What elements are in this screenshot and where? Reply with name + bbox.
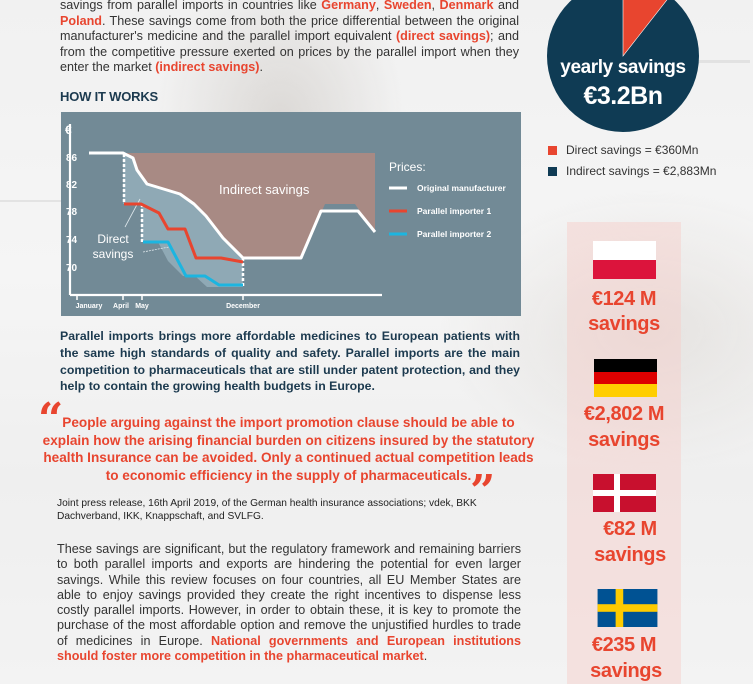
y-tick-label: 82 <box>66 180 78 191</box>
quote-open-mark: “ <box>38 394 64 445</box>
country-savings-label: savings <box>588 429 660 451</box>
text-run: , <box>431 0 440 12</box>
highlighted-text: National governments and European institutions should foster more competition in the pharmaceutical market <box>57 633 521 664</box>
text-run: These savings are significant, but the regulatory framework and remaining barriers to both parallel imports and exports are hindering the potential for even larger savings. While this review focuses on four countries, all EU Member States are able to enjoy savings provided they create the right incentives to dispense less costly parallel imports. However, in order to obtain these, it is key to promote the purchase of the most affordable option and remove the unjustified hurdles to trade of medicines in Europe. <box>57 542 521 648</box>
indirect-savings-label: Indirect savings <box>219 182 310 197</box>
legend-label: Direct savings = €360Mn <box>566 143 699 157</box>
closing-paragraph <box>57 542 521 664</box>
country-savings-label: savings <box>590 660 662 682</box>
y-tick-label: 78 <box>66 207 78 218</box>
legend-direct-savings <box>548 143 698 157</box>
highlighted-text: Sweden <box>383 0 432 12</box>
text-run: ; and from the competitive pressure exerted on prices by the parallel import when they enter the market <box>60 29 519 75</box>
flag-germany-icon <box>594 359 657 397</box>
chart-legend <box>389 183 506 239</box>
legend-entry: Parallel importer 2 <box>417 229 492 239</box>
legend-entry: Parallel importer 1 <box>417 206 492 216</box>
country-amount-sweden: €235 M <box>591 634 657 656</box>
x-tick-label: December <box>226 303 260 310</box>
highlighted-text: Denmark <box>439 0 494 12</box>
legend-entry: Original manufacturer <box>417 183 506 193</box>
y-tick-label: 74 <box>66 235 78 246</box>
legend-title: Prices: <box>389 160 426 174</box>
country-amount-germany: €2,802 M <box>583 403 665 425</box>
text-run: . <box>259 60 263 75</box>
x-tick-label: January <box>75 303 103 310</box>
highlighted-text: (direct savings) <box>395 29 491 44</box>
flag-poland-icon <box>593 241 656 279</box>
quote-source: Joint press release, 16th April 2019, of the German health insurance associations; vdek, BKK Dachverband, IKK, Knappschaft, and SVLFG. <box>57 498 477 523</box>
legend-swatch-indirect <box>548 167 557 176</box>
country-savings-label: savings <box>588 313 660 335</box>
country-amount-poland: €124 M <box>591 288 657 310</box>
text-run: and <box>493 0 519 12</box>
direct-savings-label: Direct <box>97 232 129 246</box>
legend-swatch-direct <box>548 146 557 155</box>
background-decor <box>690 60 750 63</box>
text-run: savings from parallel imports in countries like <box>60 0 322 12</box>
price-chart <box>61 112 521 316</box>
quote-close-mark: ” <box>470 466 496 517</box>
country-savings-label: savings <box>594 544 666 566</box>
y-axis-ticks <box>66 153 78 274</box>
section-title-how-it-works: HOW IT WORKS <box>60 89 158 104</box>
price-chart-svg <box>61 112 521 316</box>
highlighted-text: Poland <box>60 13 102 28</box>
x-axis-ticks <box>76 303 261 310</box>
highlighted-text: (indirect savings) <box>155 60 260 75</box>
x-tick-label: April <box>113 303 129 310</box>
text-run: . These savings come from both the price differential between the original manufacturer's medicine and the parallel import equivalent <box>60 13 519 44</box>
y-axis-label: € <box>65 123 72 137</box>
pie-label: yearly savings <box>560 57 686 78</box>
x-tick-label: May <box>135 303 149 310</box>
quote-text: People arguing against the import promotion clause should be able to explain how the arising financial burden on citizens insured by the statutory health Insurance can be avoided. Only a continued actual competition leads to economic efficiency in the supply of pharmaceuticals. <box>42 415 535 483</box>
highlighted-text: Germany <box>321 0 376 12</box>
pie-total: €3.2Bn <box>583 82 663 110</box>
lead-paragraph: Parallel imports brings more affordable medicines to European patients with the same high standards of quality and safety. Parallel imports are the main competition to pharmaceuticals that are still under patent protection, and they help to contain the growing health budgets in Europe. <box>60 329 520 394</box>
text-run: . <box>423 649 428 664</box>
legend-indirect-savings <box>548 164 716 178</box>
y-tick-label: 70 <box>66 263 78 274</box>
y-tick-label: 86 <box>66 153 78 164</box>
intro-paragraph <box>60 0 519 76</box>
legend-label: Indirect savings = €2,883Mn <box>566 164 717 178</box>
direct-savings-label: savings <box>92 247 134 261</box>
flag-denmark-icon <box>593 474 656 512</box>
flag-sweden-icon <box>596 589 659 627</box>
text-run: , <box>375 0 384 12</box>
background-decor <box>0 200 70 202</box>
country-amount-denmark: €82 M <box>603 518 657 540</box>
